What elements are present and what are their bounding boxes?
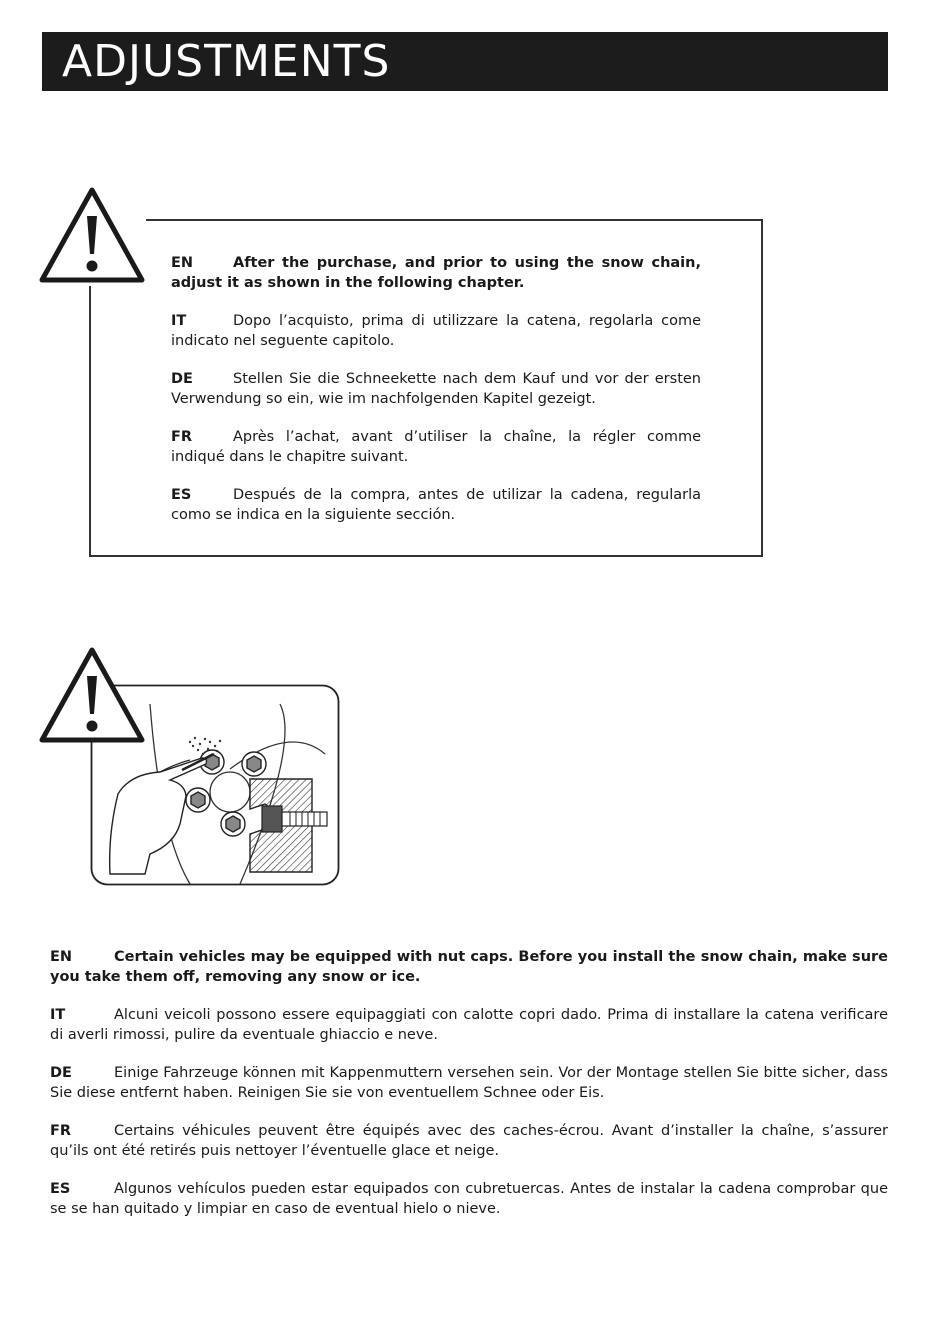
note-paragraph-es: ES Algunos vehículos pueden estar equipados con cubretuercas. Antes de instalar la cadena comprobar que se se han quitado y limpiar en caso de eventual hielo o nieve. <box>50 1181 888 1217</box>
warning-triangle-icon <box>38 646 146 746</box>
note-paragraph-en: EN Certain vehicles may be equipped with nut caps. Before you install the snow chain, make sure you take them off, removing any snow or ice. <box>50 949 888 985</box>
warning-paragraph-fr: FR Après l’achat, avant d’utiliser la chaîne, la régler comme indiqué dans le chapitre suivant. <box>171 429 701 465</box>
note-text <box>50 948 888 1238</box>
note-paragraph-fr: FR Certains véhicules peuvent être équipés avec des caches-écrou. Avant d’installer la chaîne, s’assurer qu’ils ont été retirés puis nettoyer l’éventuelle glace et neige. <box>50 1123 888 1159</box>
header-bar <box>42 32 888 91</box>
page-title: ADJUSTMENTS <box>62 36 391 87</box>
warning-paragraph-it: IT Dopo l’acquisto, prima di utilizzare la catena, regolarla come indicato nel seguente capitolo. <box>171 313 701 349</box>
warning-text <box>171 254 701 544</box>
warning-paragraph-en: EN After the purchase, and prior to using the snow chain, adjust it as shown in the following chapter. <box>171 255 701 291</box>
warning-paragraph-de: DE Stellen Sie die Schneekette nach dem Kauf und vor der ersten Verwendung so ein, wie im nachfolgenden Kapitel gezeigt. <box>171 371 701 407</box>
note-paragraph-de: DE Einige Fahrzeuge können mit Kappenmuttern versehen sein. Vor der Montage stellen Sie bitte sicher, dass Sie diese entfernt haben. Reinigen Sie sie von eventuellem Schnee oder Eis. <box>50 1065 888 1101</box>
note-paragraph-it: IT Alcuni veicoli possono essere equipaggiati con calotte copri dado. Prima di installare la catena verificare di averli rimossi, pulire da eventuale ghiaccio e neve. <box>50 1007 888 1043</box>
warning-triangle-icon <box>38 186 146 286</box>
warning-paragraph-es: ES Después de la compra, antes de utilizar la cadena, regularla como se indica en la siguiente sección. <box>171 487 701 523</box>
